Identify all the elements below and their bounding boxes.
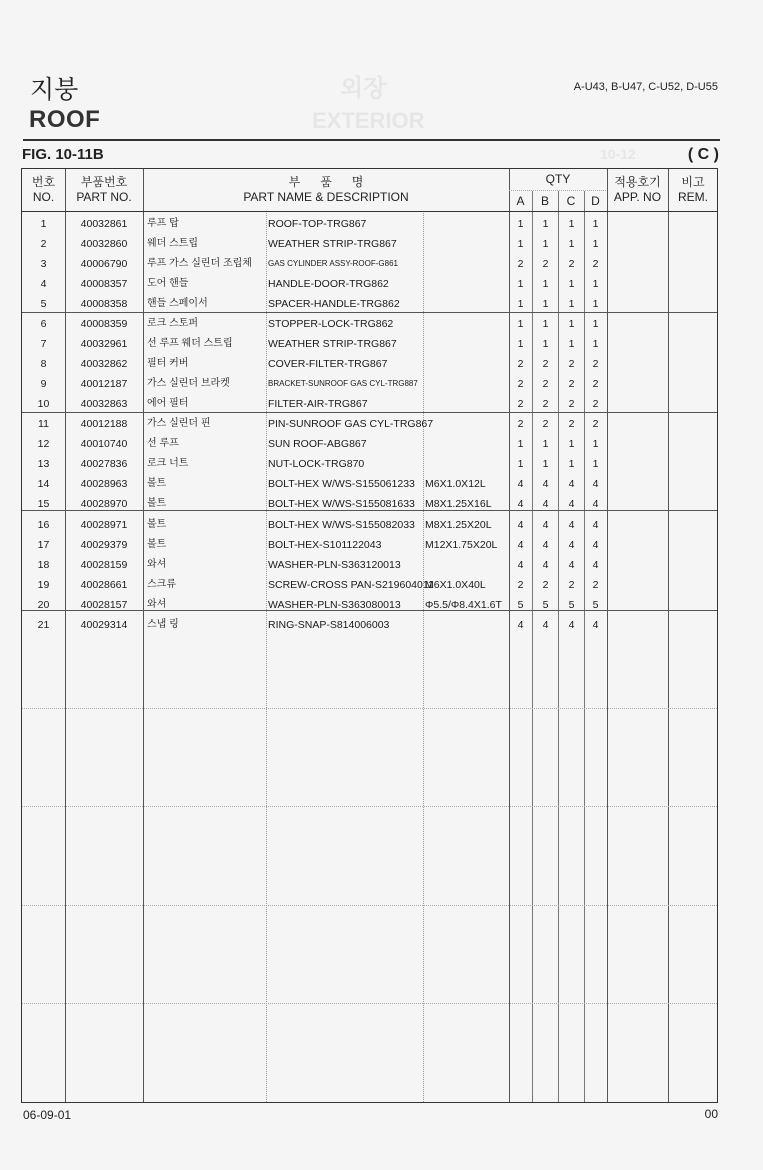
qty-c: 2 xyxy=(568,258,575,270)
qty-b: 1 xyxy=(542,298,549,310)
part-spec xyxy=(425,354,510,374)
qty-c: 1 xyxy=(568,278,575,290)
part-number-index: 17 xyxy=(37,538,50,551)
qty-a: 5 xyxy=(517,598,524,611)
qty-d: 4 xyxy=(592,618,599,631)
part-name-korean: 로크 너트 xyxy=(147,458,189,470)
qty-c: 4 xyxy=(568,478,575,491)
table-row xyxy=(22,374,717,394)
qty-a: 2 xyxy=(517,398,524,411)
qty-c: 2 xyxy=(568,378,575,391)
part-number: 40032861 xyxy=(80,218,128,230)
part-number-index: 5 xyxy=(40,298,47,310)
part-number-index: 3 xyxy=(40,258,47,270)
table-row xyxy=(22,294,717,314)
qty-a: 1 xyxy=(517,238,524,250)
table-row xyxy=(22,494,717,514)
header-rem xyxy=(668,175,718,205)
header-qty-b: B xyxy=(540,194,549,208)
part-name-english: SCREW-CROSS PAN-S219604011 xyxy=(268,578,434,591)
part-number: 40028970 xyxy=(80,498,128,511)
qty-a: 1 xyxy=(517,438,524,451)
part-number: 40008357 xyxy=(80,278,128,290)
part-spec xyxy=(425,334,510,354)
part-name-korean: 볼트 xyxy=(147,498,167,510)
part-number-index: 8 xyxy=(40,358,47,371)
part-spec xyxy=(425,214,510,234)
part-name-korean: 루프 가스 실린더 조립체 xyxy=(147,258,252,269)
qty-d: 5 xyxy=(592,598,599,611)
qty-b: 1 xyxy=(542,278,549,290)
qty-b: 1 xyxy=(542,238,549,250)
part-name-korean: 볼트 xyxy=(147,518,167,530)
part-spec xyxy=(425,234,510,254)
part-name-korean: 웨더 스트립 xyxy=(147,238,199,249)
part-name-korean: 와셔 xyxy=(147,558,167,570)
part-number: 40008358 xyxy=(80,298,128,310)
table-row xyxy=(22,454,717,474)
qty-d: 1 xyxy=(592,438,599,451)
header-qty-c: C xyxy=(566,194,576,208)
qty-d: 4 xyxy=(592,478,599,491)
table-row xyxy=(22,254,717,274)
part-spec xyxy=(425,254,510,274)
header-bottom-line xyxy=(22,211,717,212)
table-row xyxy=(22,434,717,454)
qty-a: 4 xyxy=(517,498,524,511)
header-part-name xyxy=(143,175,509,205)
qty-d: 4 xyxy=(592,498,599,511)
header-divider xyxy=(23,139,720,141)
qty-c: 4 xyxy=(568,558,575,571)
qty-b: 2 xyxy=(542,398,549,411)
table-row xyxy=(22,615,717,635)
qty-b: 4 xyxy=(542,478,549,491)
part-number: 40028661 xyxy=(80,578,128,591)
part-number-index: 14 xyxy=(37,478,50,491)
part-spec: M6X1.0X12L xyxy=(425,478,486,491)
part-name-korean: 에어 필터 xyxy=(147,398,189,410)
part-number-index: 11 xyxy=(38,418,49,431)
table-row xyxy=(22,535,717,555)
qty-d: 1 xyxy=(592,318,599,331)
header-part-no xyxy=(65,175,143,205)
header-no xyxy=(22,175,65,205)
part-spec xyxy=(425,294,510,314)
page-title-korean: 지붕 xyxy=(30,76,79,104)
watermark-english: EXTERIOR xyxy=(312,108,425,133)
part-name-english: GAS CYLINDER ASSY-ROOF-G861 xyxy=(268,259,398,268)
footer-date: 06-09-01 xyxy=(23,1108,72,1122)
part-number: 40028159 xyxy=(80,558,128,571)
part-spec xyxy=(425,374,510,394)
part-spec xyxy=(425,454,510,474)
qty-b: 1 xyxy=(542,438,549,451)
qty-d: 2 xyxy=(592,418,599,431)
part-number-index: 18 xyxy=(37,558,50,571)
part-number-index: 20 xyxy=(37,598,50,611)
qty-d: 2 xyxy=(592,358,599,371)
qty-b: 4 xyxy=(542,618,549,631)
part-name-english: NUT-LOCK-TRG870 xyxy=(268,458,365,471)
qty-c: 1 xyxy=(568,458,575,471)
part-spec: M8X1.25X16L xyxy=(425,498,492,511)
header-rem-ko: 비고 xyxy=(681,175,705,189)
part-name-english: BOLT-HEX W/WS-S155082033 xyxy=(268,518,415,531)
qty-b: 2 xyxy=(542,418,549,431)
part-spec xyxy=(425,555,510,575)
variant-label: ( C ) xyxy=(687,146,719,163)
table-row xyxy=(22,555,717,575)
part-number-index: 2 xyxy=(40,238,47,250)
part-name-korean: 스크류 xyxy=(147,578,176,590)
qty-a: 1 xyxy=(517,318,524,331)
part-name-english: STOPPER-LOCK-TRG862 xyxy=(268,318,394,331)
qty-d: 2 xyxy=(592,258,599,270)
qty-d: 1 xyxy=(592,298,599,310)
table-row xyxy=(22,354,717,374)
part-spec: M8X1.25X20L xyxy=(425,518,492,531)
part-number: 40006790 xyxy=(80,258,128,270)
qty-b: 1 xyxy=(542,338,549,351)
qty-c: 1 xyxy=(568,238,575,250)
part-number-index: 1 xyxy=(40,218,47,230)
part-number: 40032863 xyxy=(80,398,128,411)
qty-b: 4 xyxy=(542,558,549,571)
table-row xyxy=(22,234,717,254)
part-name-english: SPACER-HANDLE-TRG862 xyxy=(268,298,400,310)
page-title: ROOF xyxy=(29,106,101,133)
qty-a: 4 xyxy=(517,538,524,551)
part-number-index: 9 xyxy=(40,378,47,391)
part-name-korean: 와셔 xyxy=(147,598,167,610)
qty-b: 1 xyxy=(542,318,549,331)
header-no-ko: 번호 xyxy=(31,175,56,189)
qty-b: 4 xyxy=(542,538,549,551)
qty-b: 1 xyxy=(542,218,549,230)
qty-d: 1 xyxy=(592,458,599,471)
qty-a: 4 xyxy=(517,518,524,531)
table-row xyxy=(22,394,717,414)
part-name-korean: 가스 실린더 핀 xyxy=(147,418,211,430)
table-row xyxy=(22,414,717,434)
qty-a: 4 xyxy=(517,618,524,631)
header-qty: QTY xyxy=(545,172,571,186)
part-number: 40029379 xyxy=(80,538,128,551)
part-number: 40012188 xyxy=(80,418,128,431)
qty-a: 1 xyxy=(517,218,524,230)
part-name-english: ROOF-TOP-TRG867 xyxy=(268,218,367,230)
part-number: 40008359 xyxy=(80,318,128,331)
qty-a: 2 xyxy=(517,578,524,591)
part-spec xyxy=(425,394,510,414)
qty-c: 4 xyxy=(568,518,575,531)
qty-a: 4 xyxy=(517,478,524,491)
part-number: 40012187 xyxy=(80,378,128,391)
part-spec xyxy=(425,274,510,294)
part-name-english: WASHER-PLN-S363080013 xyxy=(268,598,401,611)
qty-a: 1 xyxy=(517,338,524,351)
table-row xyxy=(22,515,717,535)
part-number-index: 16 xyxy=(37,518,50,531)
page-number: 00 xyxy=(704,1107,718,1121)
part-number-index: 15 xyxy=(37,498,50,511)
qty-b: 1 xyxy=(542,458,549,471)
figure-number: FIG. 10-11B xyxy=(22,146,104,163)
part-name-korean: 선 루프 웨더 스트립 xyxy=(147,338,233,350)
part-spec: M6X1.0X40L xyxy=(425,578,486,591)
part-name-korean: 필터 커버 xyxy=(147,358,189,370)
part-name-english: BRACKET-SUNROOF GAS CYL-TRG887 xyxy=(268,379,418,389)
qty-b: 2 xyxy=(542,258,549,270)
part-number: 40032860 xyxy=(80,238,128,250)
qty-c: 5 xyxy=(568,598,575,611)
qty-c: 4 xyxy=(568,618,575,631)
part-name-korean: 도어 핸들 xyxy=(147,278,189,289)
part-number-index: 12 xyxy=(37,438,50,451)
part-number-index: 19 xyxy=(37,578,50,591)
part-number: 40028971 xyxy=(80,518,128,531)
part-number: 40027836 xyxy=(80,458,128,471)
qty-b: 2 xyxy=(542,378,549,391)
part-name-english: BOLT-HEX W/WS-S155061233 xyxy=(268,478,415,491)
qty-d: 2 xyxy=(592,378,599,391)
qty-d: 2 xyxy=(592,398,599,411)
table-row xyxy=(22,214,717,234)
part-spec xyxy=(425,434,510,454)
header-app-en: APP. NO xyxy=(613,190,662,204)
qty-b: 5 xyxy=(542,598,549,611)
watermark-korean: 외장 xyxy=(340,75,387,102)
part-number-index: 13 xyxy=(37,458,50,471)
group-line xyxy=(22,905,717,906)
table-row xyxy=(22,474,717,494)
qty-header-divider xyxy=(509,190,606,191)
part-name-english: WASHER-PLN-S363120013 xyxy=(268,558,401,571)
group-line xyxy=(22,708,717,709)
part-name-korean: 선 루프 xyxy=(147,438,179,450)
header-rem-en: REM. xyxy=(678,190,708,204)
part-number: 40032862 xyxy=(80,358,128,371)
header-name-ko: 부 품 명 xyxy=(288,175,364,189)
part-name-korean: 볼트 xyxy=(147,478,167,490)
part-spec: M12X1.75X20L xyxy=(425,538,498,551)
qty-c: 2 xyxy=(568,418,575,431)
part-number: 40029314 xyxy=(80,618,128,631)
qty-a: 1 xyxy=(517,278,524,290)
header-qty-a: A xyxy=(516,194,525,208)
part-name-english: RING-SNAP-S814006003 xyxy=(268,618,390,631)
part-spec xyxy=(425,314,510,334)
part-number: 40028157 xyxy=(80,598,128,611)
part-name-korean: 가스 실린더 브라켓 xyxy=(147,378,230,390)
part-spec xyxy=(425,615,510,635)
part-number: 40028963 xyxy=(80,478,128,491)
header-part-ko: 부품번호 xyxy=(80,175,128,189)
qty-c: 1 xyxy=(568,438,575,451)
qty-a: 4 xyxy=(517,558,524,571)
table-row xyxy=(22,595,717,615)
qty-b: 4 xyxy=(542,498,549,511)
qty-d: 4 xyxy=(592,518,599,531)
qty-d: 4 xyxy=(592,538,599,551)
part-name-korean: 로크 스토퍼 xyxy=(147,318,199,330)
qty-c: 2 xyxy=(568,578,575,591)
qty-a: 2 xyxy=(517,418,524,431)
table-row xyxy=(22,575,717,595)
part-name-english: PIN-SUNROOF GAS CYL-TRG867 xyxy=(268,418,434,431)
part-number-index: 10 xyxy=(37,398,50,411)
part-name-korean: 스냅 링 xyxy=(147,618,179,630)
part-spec xyxy=(425,414,510,434)
part-name-english: COVER-FILTER-TRG867 xyxy=(268,358,388,371)
part-number-index: 21 xyxy=(37,618,50,631)
qty-a: 2 xyxy=(517,258,524,270)
qty-d: 4 xyxy=(592,558,599,571)
table-row xyxy=(22,314,717,334)
part-number-index: 7 xyxy=(40,338,47,351)
qty-b: 4 xyxy=(542,518,549,531)
qty-a: 1 xyxy=(517,458,524,471)
part-name-english: WEATHER STRIP-TRG867 xyxy=(268,238,397,250)
part-name-english: SUN ROOF-ABG867 xyxy=(268,438,367,451)
part-name-english: WEATHER STRIP-TRG867 xyxy=(268,338,397,351)
part-name-english: BOLT-HEX W/WS-S155081633 xyxy=(268,498,415,511)
qty-a: 2 xyxy=(517,358,524,371)
part-number: 40032961 xyxy=(80,338,128,351)
qty-d: 1 xyxy=(592,218,599,230)
part-name-korean: 핸들 스페이서 xyxy=(147,298,208,309)
table-row xyxy=(22,334,717,354)
qty-a: 1 xyxy=(517,298,524,310)
qty-d: 1 xyxy=(592,238,599,250)
qty-c: 4 xyxy=(568,498,575,511)
header-app-no xyxy=(607,175,668,205)
part-number-index: 6 xyxy=(40,318,47,331)
header-name-en: PART NAME & DESCRIPTION xyxy=(243,190,409,204)
part-name-english: HANDLE-DOOR-TRG862 xyxy=(268,278,389,290)
qty-b: 2 xyxy=(542,358,549,371)
model-codes: A-U43, B-U47, C-U52, D-U55 xyxy=(573,81,718,93)
part-spec: Φ5.5/Φ8.4X1.6T xyxy=(425,598,502,611)
part-name-korean: 볼트 xyxy=(147,538,167,550)
qty-c: 2 xyxy=(568,358,575,371)
table-row xyxy=(22,274,717,294)
qty-c: 1 xyxy=(568,318,575,331)
qty-d: 1 xyxy=(592,278,599,290)
part-number: 40010740 xyxy=(80,438,128,451)
header-no-en: NO. xyxy=(32,190,55,204)
part-name-english: FILTER-AIR-TRG867 xyxy=(268,398,368,411)
qty-c: 1 xyxy=(568,298,575,310)
group-line xyxy=(22,1003,717,1004)
qty-c: 1 xyxy=(568,218,575,230)
part-name-english: BOLT-HEX-S101122043 xyxy=(268,538,382,551)
part-number-index: 4 xyxy=(40,278,47,290)
qty-c: 4 xyxy=(568,538,575,551)
group-line xyxy=(22,806,717,807)
qty-d: 1 xyxy=(592,338,599,351)
header-part-en: PART NO. xyxy=(76,190,132,204)
qty-b: 2 xyxy=(542,578,549,591)
qty-d: 2 xyxy=(592,578,599,591)
header-qty-d: D xyxy=(591,194,600,208)
qty-a: 2 xyxy=(517,378,524,391)
parts-table xyxy=(21,168,718,1103)
watermark-figure: 10-12 xyxy=(600,146,636,162)
part-name-korean: 루프 탑 xyxy=(147,218,179,229)
qty-c: 1 xyxy=(568,338,575,351)
header-app-ko: 적용호기 xyxy=(614,175,661,189)
qty-c: 2 xyxy=(568,398,575,411)
